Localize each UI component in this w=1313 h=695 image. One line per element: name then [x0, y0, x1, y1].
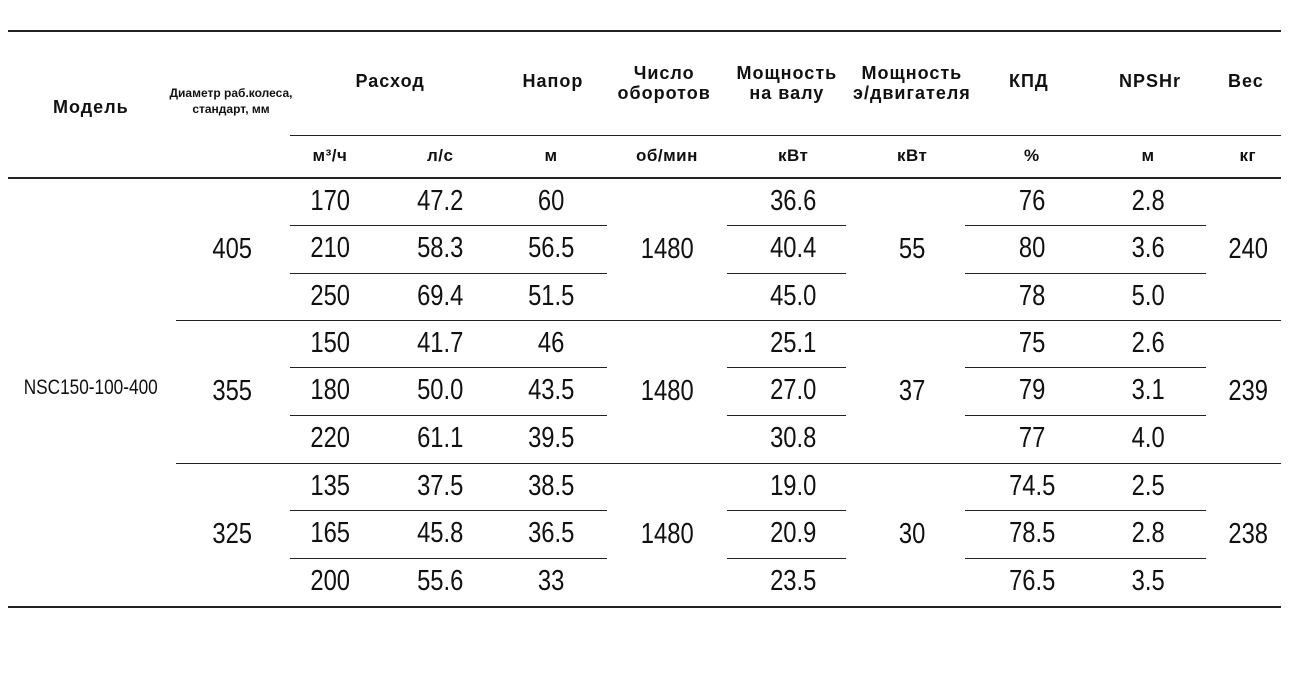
cell-shaft-power: 19.0 — [770, 470, 817, 503]
unit-speed: об/мин — [636, 146, 698, 165]
group-weight: 238 — [1228, 518, 1269, 551]
cell-shaft-power: 23.5 — [770, 564, 817, 597]
group-diameter: 325 — [212, 518, 253, 551]
unit-flow-m3h: м³/ч — [312, 146, 348, 165]
cell-flow-m3h: 210 — [310, 232, 351, 265]
row-separator-shaft-power — [727, 273, 846, 274]
cell-flow-m3h: 170 — [310, 185, 351, 218]
header-npshr: NPSHr — [1119, 71, 1182, 91]
cell-head: 46 — [537, 327, 565, 360]
cell-npshr: 2.8 — [1131, 185, 1165, 218]
cell-shaft-power: 40.4 — [770, 232, 817, 265]
cell-shaft-power: 36.6 — [770, 185, 817, 218]
unit-head: м — [544, 146, 558, 165]
cell-npshr: 2.6 — [1131, 327, 1165, 360]
unit-npshr: м — [1141, 146, 1155, 165]
cell-efficiency: 76 — [1018, 185, 1046, 218]
group-diameter: 405 — [212, 233, 253, 266]
cell-npshr: 3.1 — [1131, 374, 1165, 407]
cell-npshr: 2.5 — [1131, 470, 1165, 503]
row-separator-eff-npsh — [965, 273, 1206, 274]
group-speed: 1480 — [640, 375, 694, 408]
cell-flow-m3h: 200 — [310, 564, 351, 597]
group-weight: 239 — [1228, 375, 1269, 408]
cell-head: 51.5 — [528, 279, 575, 312]
header-efficiency: КПД — [1009, 71, 1049, 91]
cell-flow-ls: 58.3 — [417, 232, 464, 265]
row-separator-flow-head — [290, 273, 607, 274]
header-motor-power: Мощность э/двигателя — [853, 63, 971, 103]
unit-shaft-power: кВт — [778, 146, 809, 165]
cell-head: 43.5 — [528, 374, 575, 407]
cell-efficiency: 75 — [1018, 327, 1046, 360]
cell-flow-m3h: 165 — [310, 517, 351, 550]
unit-weight: кг — [1239, 146, 1257, 165]
cell-head: 60 — [537, 185, 565, 218]
cell-shaft-power: 45.0 — [770, 279, 817, 312]
cell-shaft-power: 27.0 — [770, 374, 817, 407]
cell-flow-ls: 69.4 — [417, 279, 464, 312]
row-separator-eff-npsh — [965, 558, 1206, 559]
row-separator-eff-npsh — [965, 225, 1206, 226]
cell-npshr: 3.5 — [1131, 564, 1165, 597]
cell-efficiency: 78 — [1018, 279, 1046, 312]
bottom-rule — [8, 606, 1281, 608]
row-separator-shaft-power — [727, 225, 846, 226]
row-separator-eff-npsh — [965, 367, 1206, 368]
cell-flow-ls: 45.8 — [417, 517, 464, 550]
cell-npshr: 3.6 — [1131, 232, 1165, 265]
cell-flow-ls: 50.0 — [417, 374, 464, 407]
cell-efficiency: 77 — [1018, 421, 1046, 454]
cell-flow-m3h: 150 — [310, 327, 351, 360]
cell-npshr: 4.0 — [1131, 421, 1165, 454]
cell-head: 33 — [537, 564, 565, 597]
model-name: NSC150-100-400 — [23, 376, 158, 399]
row-separator-flow-head — [290, 367, 607, 368]
cell-flow-ls: 47.2 — [417, 185, 464, 218]
cell-shaft-power: 30.8 — [770, 421, 817, 454]
group-speed: 1480 — [640, 233, 694, 266]
header-model: Модель — [53, 97, 129, 117]
cell-head: 38.5 — [528, 470, 575, 503]
cell-flow-m3h: 220 — [310, 421, 351, 454]
header-divider — [290, 135, 1281, 136]
cell-efficiency: 76.5 — [1009, 564, 1056, 597]
header-weight: Вес — [1228, 71, 1264, 91]
cell-flow-m3h: 250 — [310, 279, 351, 312]
cell-efficiency: 78.5 — [1009, 517, 1056, 550]
cell-efficiency: 74.5 — [1009, 470, 1056, 503]
group-divider-1 — [176, 320, 1281, 321]
cell-efficiency: 79 — [1018, 374, 1046, 407]
row-separator-eff-npsh — [965, 510, 1206, 511]
group-motor-power: 30 — [898, 518, 926, 551]
group-weight: 240 — [1228, 233, 1269, 266]
header-flow: Расход — [355, 71, 425, 91]
cell-head: 39.5 — [528, 421, 575, 454]
cell-npshr: 5.0 — [1131, 279, 1165, 312]
group-speed: 1480 — [640, 518, 694, 551]
cell-flow-m3h: 135 — [310, 470, 351, 503]
row-separator-shaft-power — [727, 558, 846, 559]
cell-head: 36.5 — [528, 517, 575, 550]
row-separator-flow-head — [290, 510, 607, 511]
unit-efficiency: % — [1024, 146, 1040, 165]
row-separator-flow-head — [290, 415, 607, 416]
cell-flow-ls: 41.7 — [417, 327, 464, 360]
cell-head: 56.5 — [528, 232, 575, 265]
unit-motor-power: кВт — [897, 146, 928, 165]
row-separator-shaft-power — [727, 510, 846, 511]
group-motor-power: 37 — [898, 375, 926, 408]
top-rule — [8, 30, 1281, 32]
row-separator-shaft-power — [727, 367, 846, 368]
cell-flow-ls: 55.6 — [417, 564, 464, 597]
header-speed: Число оборотов — [617, 63, 711, 103]
row-separator-flow-head — [290, 558, 607, 559]
cell-flow-ls: 61.1 — [417, 421, 464, 454]
group-diameter: 355 — [212, 375, 253, 408]
header-head: Напор — [522, 71, 584, 91]
header-diameter: Диаметр раб.колеса, стандарт, мм — [169, 86, 293, 116]
row-separator-flow-head — [290, 225, 607, 226]
row-separator-shaft-power — [727, 415, 846, 416]
group-divider-2 — [176, 463, 1281, 464]
row-separator-eff-npsh — [965, 415, 1206, 416]
group-motor-power: 55 — [898, 233, 926, 266]
header-shaft-power: Мощность на валу — [736, 63, 838, 103]
cell-flow-m3h: 180 — [310, 374, 351, 407]
cell-efficiency: 80 — [1018, 232, 1046, 265]
unit-flow-ls: л/с — [427, 146, 454, 165]
cell-npshr: 2.8 — [1131, 517, 1165, 550]
cell-shaft-power: 25.1 — [770, 327, 817, 360]
cell-flow-ls: 37.5 — [417, 470, 464, 503]
cell-shaft-power: 20.9 — [770, 517, 817, 550]
header-bottom-rule — [8, 177, 1281, 179]
